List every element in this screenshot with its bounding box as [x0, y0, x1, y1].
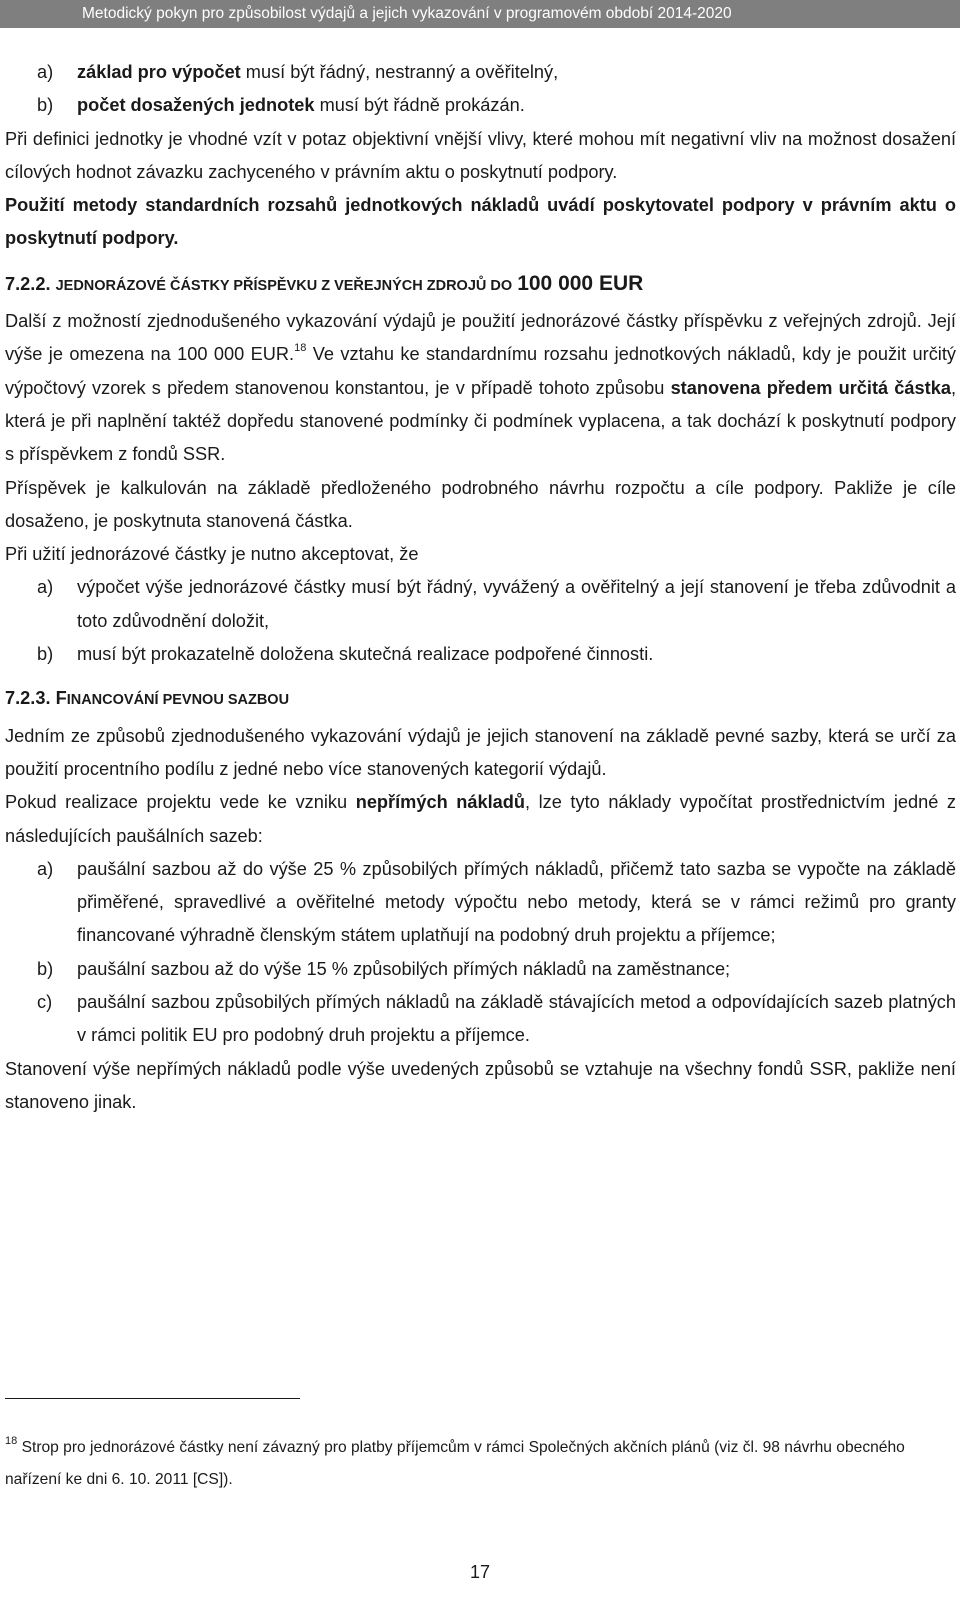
list-text: výpočet výše jednorázové částky musí být řádný, vyvážený a ověřitelný a její stanovení je třeba zdůvodnit a toto zdůvodnění doložit,: [77, 577, 956, 631]
list-text: musí být řádný, nestranný a ověřitelný,: [240, 62, 559, 82]
footnote-reference: 18: [294, 342, 307, 355]
list-label: a): [37, 577, 54, 598]
list-text: musí být prokazatelně doložena skutečná realizace podpořené činnosti.: [77, 644, 654, 665]
paragraph-text: Další z možností zjednodušeného vykazování výdajů je použití jednorázové částky příspěvku z veřejných zdrojů. Její výše je omezena na 100 000 EUR.: [5, 311, 956, 365]
section-title-initial: F: [55, 688, 67, 709]
footnote-separator: [5, 1398, 300, 1399]
list-item-722-b: [5, 638, 956, 671]
paragraph-text: , lze tyto náklady vypočítat prostřednictvím jedné z následujících paušálních sazeb:: [5, 792, 956, 846]
paragraph-722-2: Příspěvek je kalkulován na základě předloženého podrobného návrhu rozpočtu a cíle podpory. Pakliže je cíle dosaženo, je poskytnuta stanovená částka.: [5, 477, 956, 531]
list-label: b): [37, 95, 54, 116]
list-text: musí být řádně prokázán.: [314, 95, 525, 116]
paragraph-723-2: [5, 786, 956, 853]
list-label: b): [37, 644, 54, 665]
paragraph-723-1: Jedním ze způsobů zjednodušeného vykazování výdajů je jejich stanovení na základě pevné sazby, která se určí za použití procentního podílu z jedné nebo více stanovených kategorií výdajů.: [5, 725, 956, 779]
footnote: [5, 1432, 936, 1496]
list-item-b-top: [5, 89, 956, 122]
paragraph-text: Pokud realizace projektu vede ke vzniku: [5, 792, 356, 813]
list-item-723-b: [5, 953, 956, 986]
list-item-722-a: [5, 571, 956, 638]
list-bold-text: počet dosažených jednotek: [77, 95, 315, 116]
list-label: b): [37, 958, 54, 979]
header-title: Metodický pokyn pro způsobilost výdajů a jejich vykazování v programovém období 2014-2020: [82, 5, 732, 22]
list-label: c): [37, 992, 53, 1013]
paragraph-definition: Při definici jednotky je vhodné vzít v potaz objektivní vnější vlivy, které mohou mít negativní vliv na možnost dosažení cílových hodnot závazku zachyceného v právním aktu o poskytnutí podpory.: [5, 128, 956, 182]
list-label: a): [37, 858, 54, 879]
paragraph-722-1: [5, 305, 956, 471]
list-item-723-c: [5, 986, 956, 1053]
section-heading-722: [5, 267, 956, 303]
paragraph-723-3: Stanovení výše nepřímých nákladů podle výše uvedených způsobů se vztahuje na všechny fondů SSR, pakliže není stanoveno jinak.: [5, 1058, 956, 1112]
footnote-text: Strop pro jednorázové částky není závazný pro platby příjemcům v rámci Společných akčních plánů (viz čl. 98 návrhu obecného nařízení ke dni 6. 10. 2011 [CS]).: [5, 1439, 905, 1488]
list-text: paušální sazbou až do výše 25 % způsobilých přímých nákladů, přičemž tato sazba se vypočte na základě přiměřené, spravedlivé a ověřitelné metody výpočtu nebo metody, která se v rámci režimů pro granty financované výhradně členským státem uplatňují na podobný druh projektu a příjemce;: [77, 858, 956, 946]
list-bold-text: základ pro výpočet: [77, 62, 241, 82]
section-title-amount: 100 000 EUR: [517, 271, 644, 295]
list-text: paušální sazbou způsobilých přímých nákladů na základě stávajících metod a odpovídajících sazeb platných v rámci politik EU pro podobný druh projektu a příjemce.: [77, 992, 956, 1046]
paragraph-722-3: Při užití jednorázové částky je nutno akceptovat, že: [5, 544, 419, 565]
footnote-number: 18: [5, 1435, 18, 1447]
list-item-a-top: [5, 56, 956, 89]
list-item-723-a: [5, 853, 956, 953]
section-number: 7.2.3.: [5, 688, 51, 709]
paragraph-bold-text: nepřímých nákladů: [355, 792, 525, 813]
section-title: INANCOVÁNÍ PEVNOU SAZBOU: [66, 692, 290, 709]
page-content: [5, 56, 956, 1119]
paragraph-method-bold: Použití metody standardních rozsahů jednotkových nákladů uvádí poskytovatel podpory v právním aktu o poskytnutí podpory.: [5, 195, 956, 249]
paragraph-text: Ve vztahu ke standardnímu rozsahu jednotkových nákladů, kdy je použit určitý výpočtový vzorek s předem stanovenou konstantou, je v případě tohoto způsobu: [5, 344, 956, 398]
paragraph-text: , která je při naplnění taktéž dopředu stanovené podmínky či podmínek vyplacena, a tak dochází k poskytnutí podpory s příspěvkem z fondů SSR.: [5, 377, 956, 465]
section-title: JEDNORÁZOVÉ ČÁSTKY PŘÍSPĚVKU Z VEŘEJNÝCH ZDROJŮ DO: [55, 277, 513, 294]
section-heading-723: [5, 682, 956, 717]
list-label: a): [37, 62, 54, 82]
document-header: [0, 0, 960, 28]
page-number: 17: [469, 1562, 491, 1582]
paragraph-bold-text: stanovena předem určitá částka: [670, 377, 951, 398]
section-number: 7.2.2.: [5, 273, 51, 294]
list-text: paušální sazbou až do výše 15 % způsobilých přímých nákladů na zaměstnance;: [77, 958, 731, 979]
